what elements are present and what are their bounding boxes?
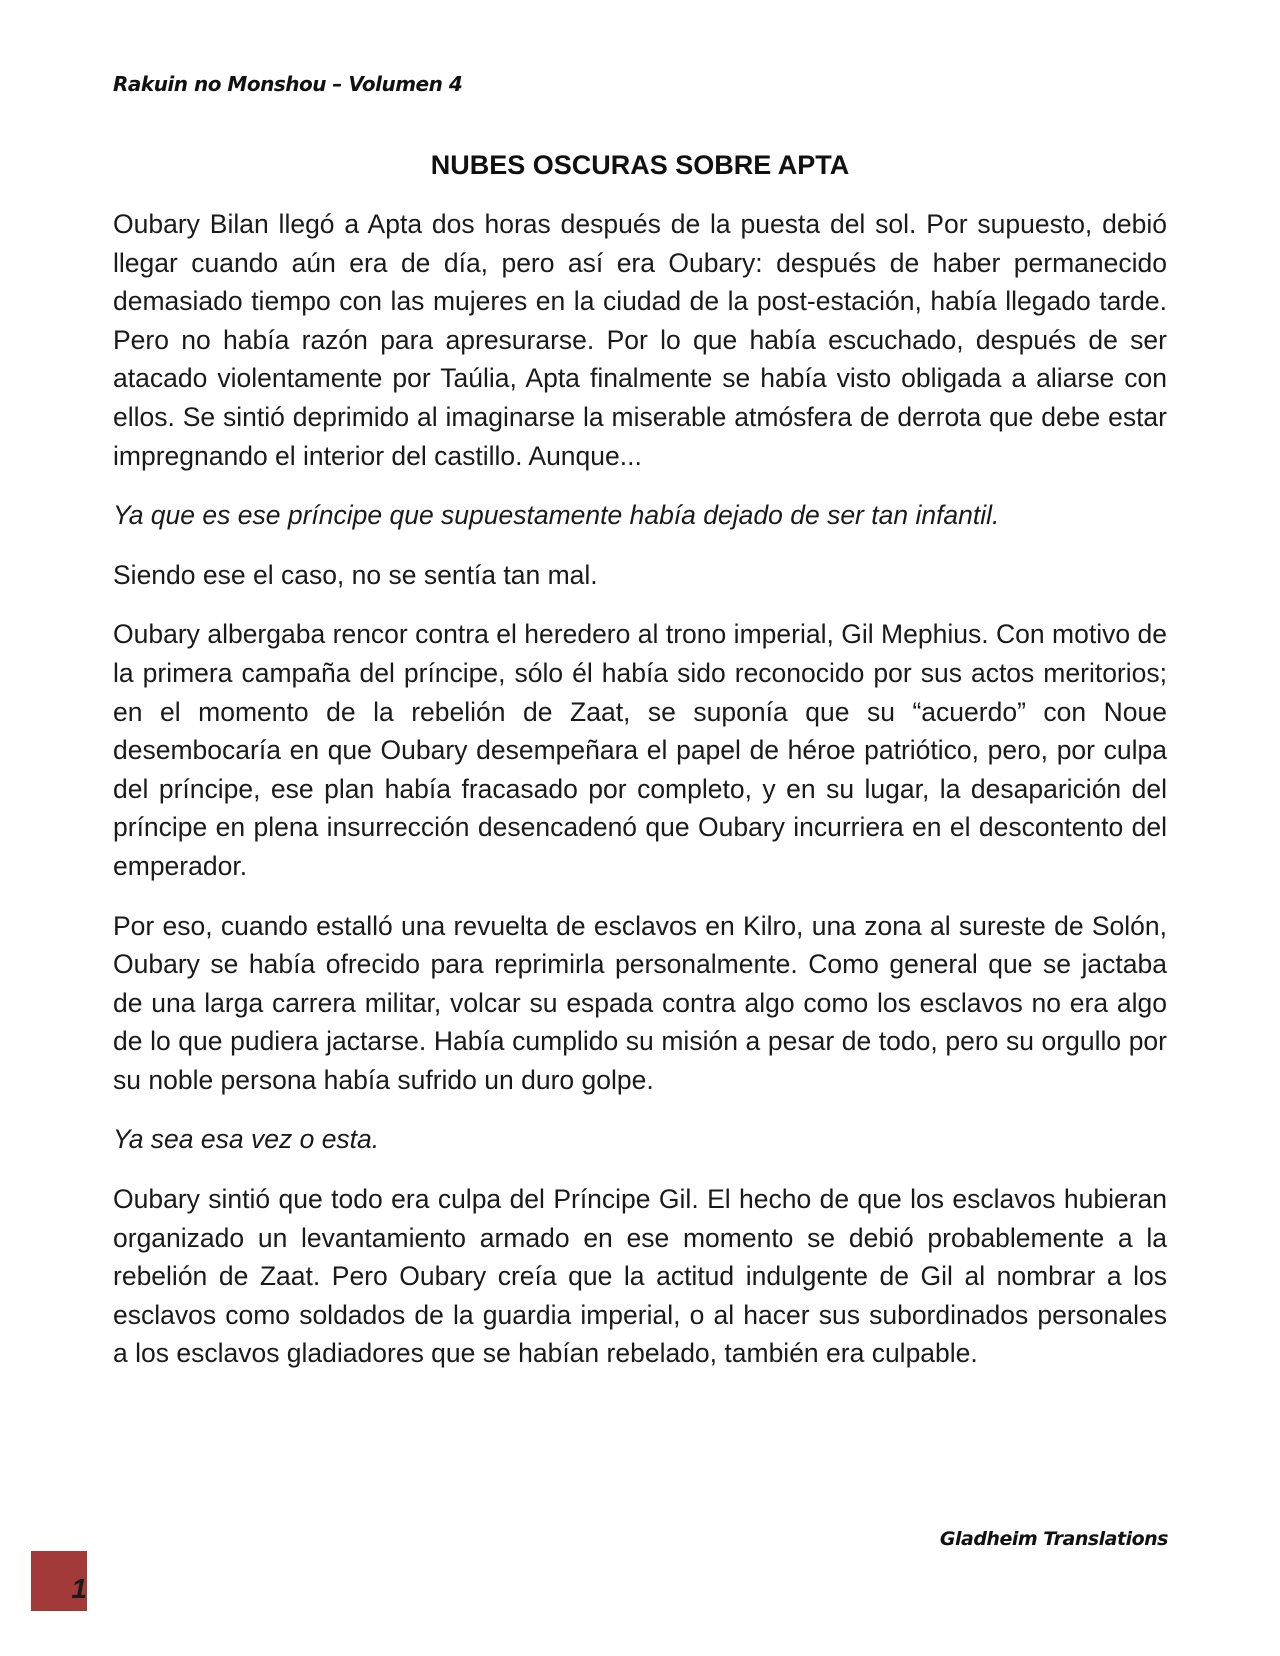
page-number-box [31, 1551, 87, 1609]
running-header: Rakuin no Monshou – Volumen 4 [113, 72, 463, 96]
chapter-title: NUBES OSCURAS SOBRE APTA [430, 150, 850, 180]
paragraph: Oubary sintió que todo era culpa del Príncipe Gil. El hecho de que los esclavos hubieran organizado un levantamiento armado en ese momento se debió probablemente a la rebelión de Zaat. Pero Oubary creía que la actitud indulgente de Gil al nombrar a los esclavos como soldados de la guardia imperial, o al hacer sus subordinados personales a los esclavos gladiadores que se habían rebelado, también era culpable. [113, 1184, 1167, 1369]
paragraph: Siendo ese el caso, no se sentía tan mal. [113, 559, 598, 590]
paragraph: Por eso, cuando estalló una revuelta de esclavos en Kilro, una zona al sureste de Solón, Oubary se había ofrecido para reprimirla personalmente. Como general que se jactaba de una larga carrera militar, volcar su espada contra algo como los esclavos no era algo de lo que pudiera jactarse. Había cumplido su misión a pesar de todo, pero su orgullo por su noble persona había sufrido un duro golpe. [113, 910, 1167, 1095]
page-number: 1 [71, 1573, 87, 1604]
page-number-underline [31, 1609, 87, 1611]
body-text [113, 205, 1167, 1394]
footer-credit: Gladheim Translations [939, 1528, 1168, 1550]
paragraph: Oubary Bilan llegó a Apta dos horas después de la puesta del sol. Por supuesto, debió llegar cuando aún era de día, pero así era Oubary: después de haber permanecido demasiado tiempo con las mujeres en la ciudad de la post-estación, había llegado tarde. Pero no había razón para apresurarse. Por lo que había escuchado, después de ser atacado violentamente por Taúlia, Apta finalmente se había visto obligada a aliarse con ellos. Se sintió deprimido al imaginarse la miserable atmósfera de derrota que debe estar impregnando el interior del castillo. Aunque... [113, 209, 1167, 471]
paragraph: Oubary albergaba rencor contra el heredero al trono imperial, Gil Mephius. Con motivo de la primera campaña del príncipe, sólo él había sido reconocido por sus actos meritorios; en el momento de la rebelión de Zaat, se suponía que su “acuerdo” con Noue desembocaría en que Oubary desempeñara el papel de héroe patriótico, pero, por culpa del príncipe, ese plan había fracasado por completo, y en su lugar, la desaparición del príncipe en plena insurrección desencadenó que Oubary incurriera en el descontento del emperador. [113, 619, 1167, 881]
paragraph-italic: Ya que es ese príncipe que supuestamente había dejado de ser tan infantil. [113, 500, 1000, 531]
paragraph-italic: Ya sea esa vez o esta. [113, 1124, 380, 1155]
